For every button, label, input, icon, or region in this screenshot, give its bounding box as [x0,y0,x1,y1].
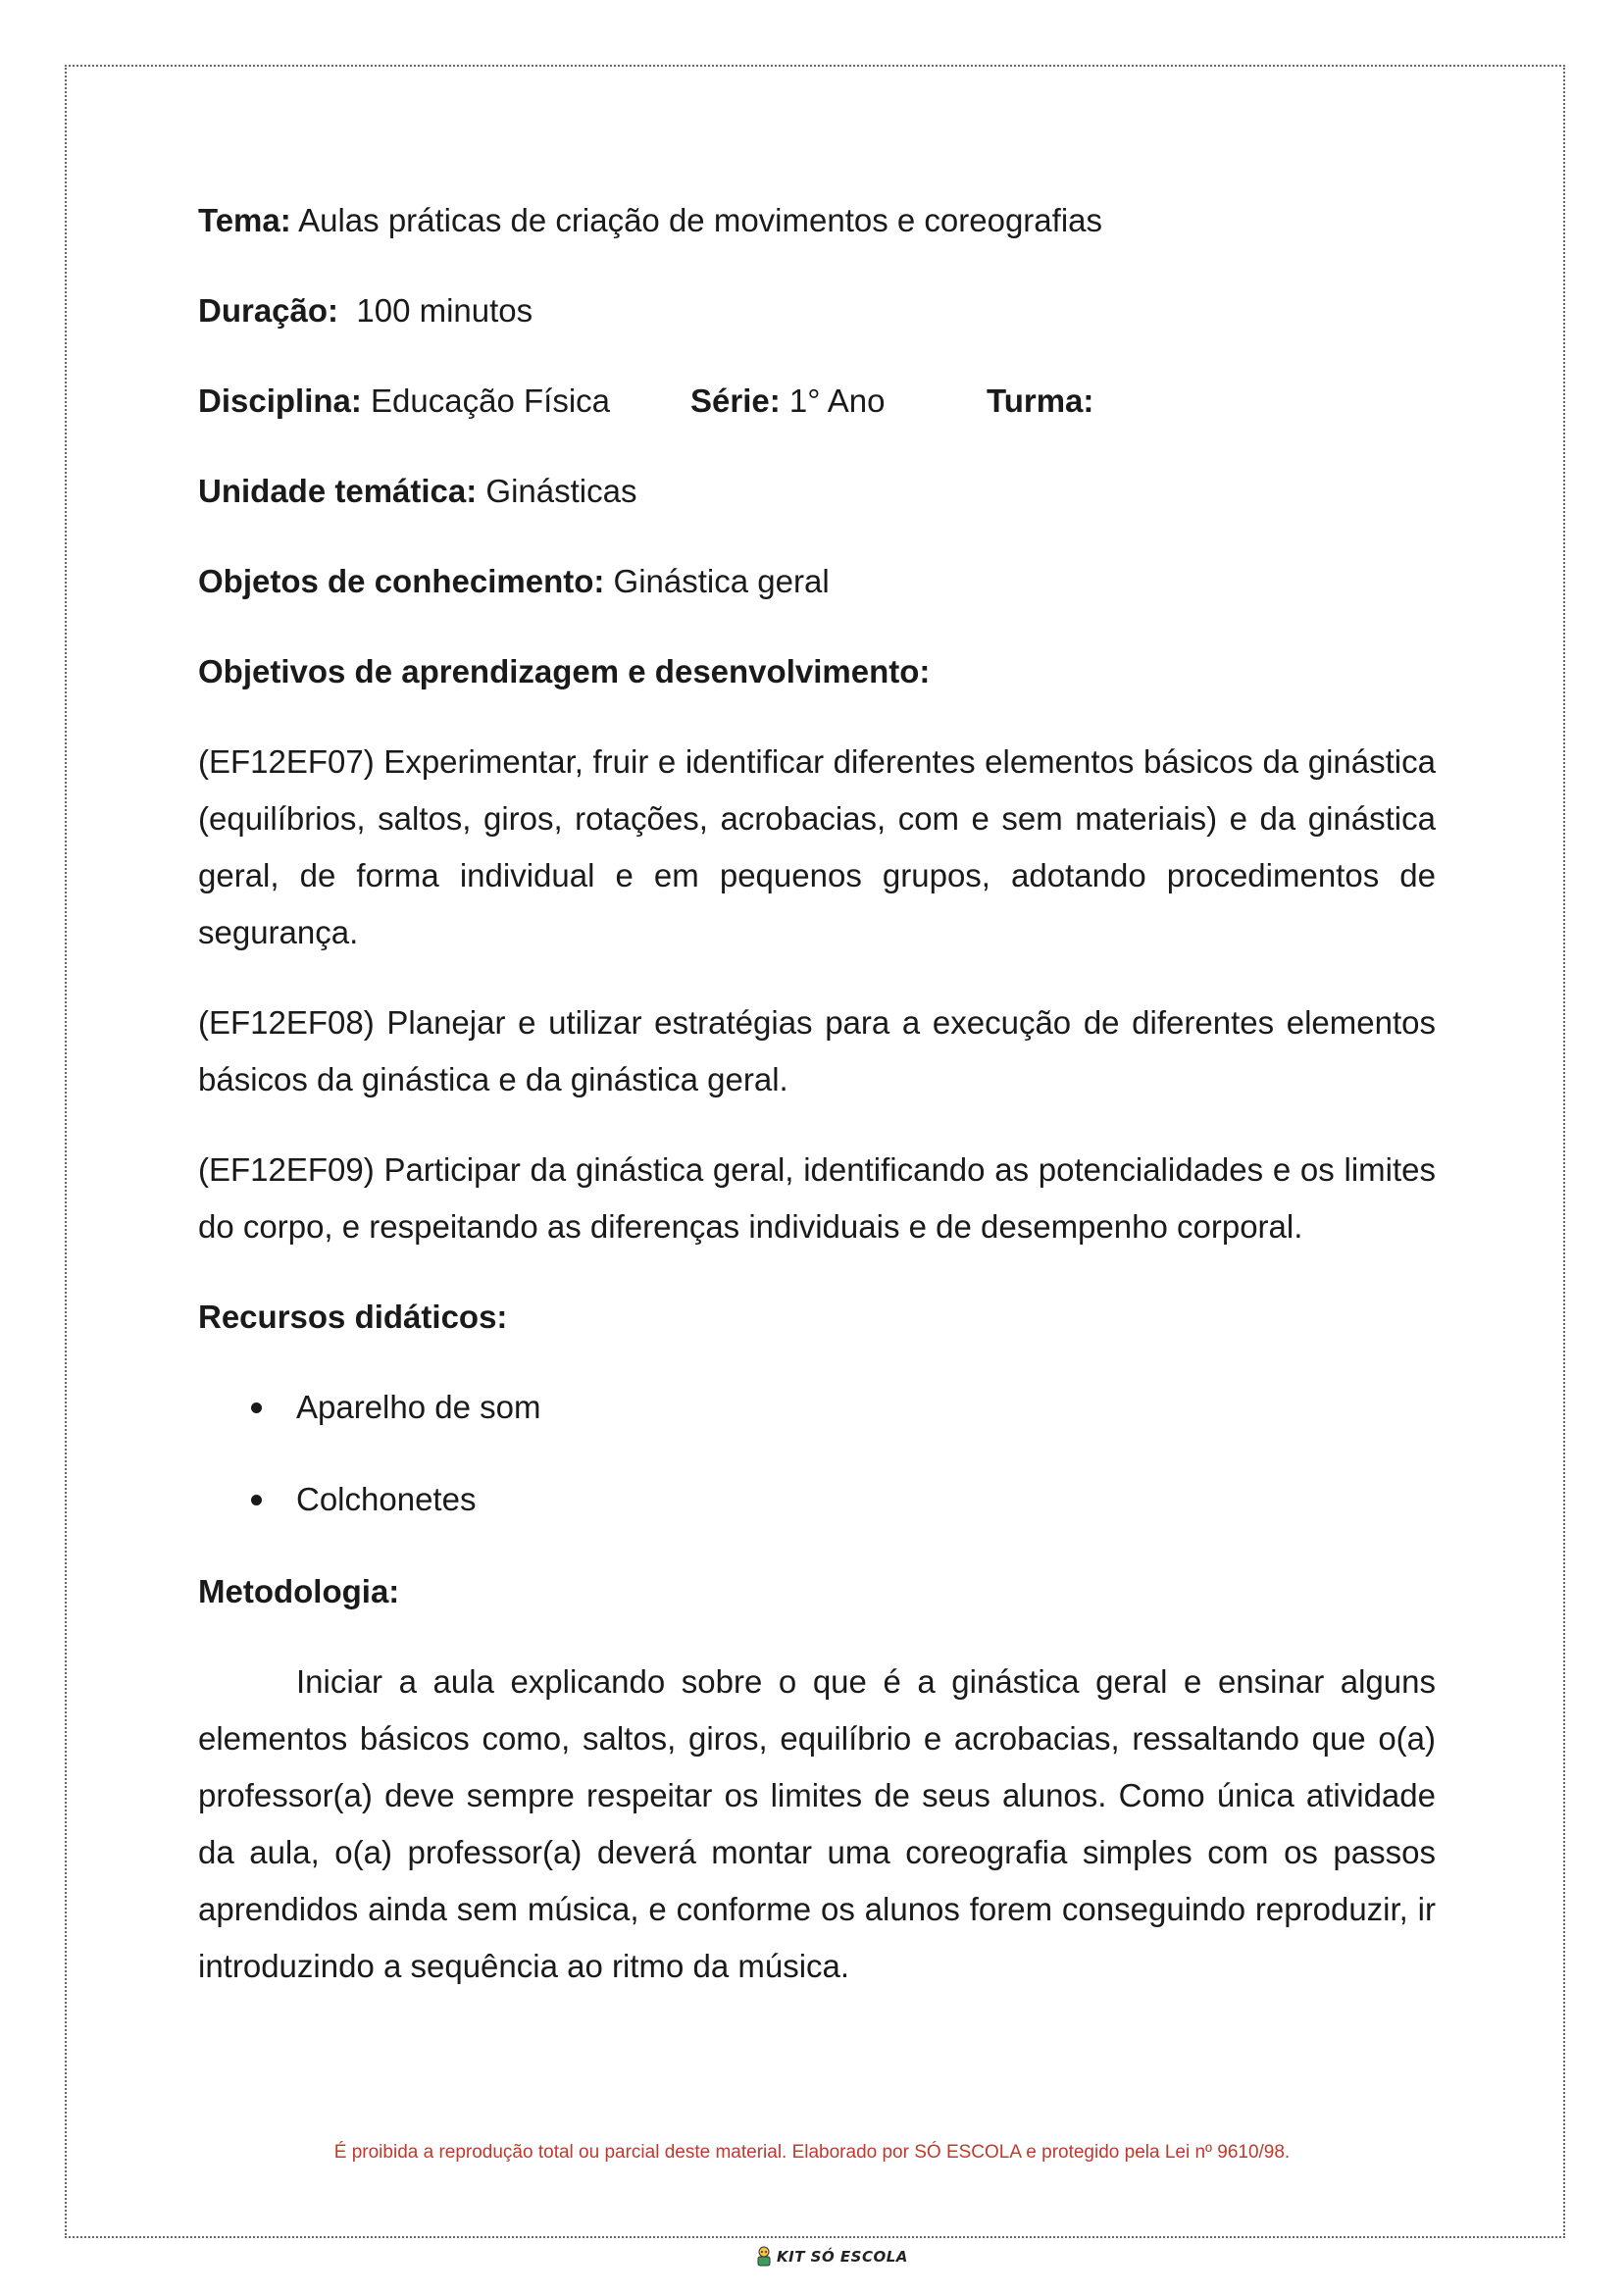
objetos-line [198,553,1436,610]
disciplina-value: Educação Física [361,382,610,419]
bullet-icon [251,1495,262,1505]
turma-field [987,373,1093,430]
unidade-value: Ginásticas [477,473,637,509]
lesson-plan-content [198,192,1436,2028]
tema-value: Aulas práticas de criação de movimentos e coreografias [290,202,1103,238]
objetos-label: Objetos de conhecimento: [198,563,605,599]
recurso-label: Colchonetes [296,1481,477,1517]
objetivo-ef12ef07: (EF12EF07) Experimentar, fruir e identificar diferentes elementos básicos da ginástica (equilíbrios, saltos, giros, rotações, acrobacias, com e sem materiais) e da ginástica geral, de forma individual e em pequenos grupos, adotando procedimentos de segurança. [198,743,1436,950]
metodologia-text: Iniciar a aula explicando sobre o que é a ginástica geral e ensinar alguns elementos básicos como, saltos, giros, equilíbrio e acrobacias, ressaltando que o(a) professor(a) deve sempre respeitar os limites de seus alunos. Como única atividade da aula, o(a) professor(a) deverá montar uma coreografia simples com os passos aprendidos ainda sem música, e conforme os alunos forem conseguindo reproduzir, ir introduzindo a sequência ao ritmo da música. [198,1663,1436,1984]
recursos-heading: Recursos didáticos: [198,1299,508,1335]
school-mascot-icon [755,2246,773,2268]
brand-footer [755,2244,908,2269]
serie-value: 1° Ano [780,382,886,419]
objetivo-ef12ef08: (EF12EF08) Planejar e utilizar estratégias para a execução de diferentes elementos básicos da ginástica e da ginástica geral. [198,1004,1436,1097]
serie-field [690,373,987,430]
objetos-value: Ginástica geral [604,563,830,599]
list-item [198,1379,1436,1436]
disciplina-field [198,373,690,430]
bullet-icon [251,1402,262,1413]
duracao-value: 100 minutos [338,292,533,329]
disciplina-label: Disciplina: [198,382,362,419]
unidade-label: Unidade temática: [198,473,478,509]
tema-label: Tema: [198,202,291,238]
objetivos-heading: Objetivos de aprendizagem e desenvolvimento: [198,653,931,689]
copyright-notice: É proibida a reprodução total ou parcial deste material. Elaborado por SÓ ESCOLA e protegido pela Lei nº 9610/98. [333,2142,1291,2163]
duracao-label: Duração: [198,292,339,329]
tema-line [198,192,1436,249]
recursos-list [198,1379,1436,1528]
objetivo-ef12ef09: (EF12EF09) Participar da ginástica geral, identificando as potencialidades e os limites do corpo, e respeitando as diferenças individuais e de desempenho corporal. [198,1151,1436,1245]
recurso-label: Aparelho de som [296,1389,541,1425]
duracao-line [198,282,1436,339]
serie-label: Série: [690,382,781,419]
metodologia-heading: Metodologia: [198,1573,400,1609]
unidade-line [198,463,1436,520]
brand-name: KIT SÓ ESCOLA [777,2248,908,2266]
disciplina-serie-turma-line [198,373,1436,430]
list-item [198,1471,1436,1528]
turma-label: Turma: [987,382,1094,419]
